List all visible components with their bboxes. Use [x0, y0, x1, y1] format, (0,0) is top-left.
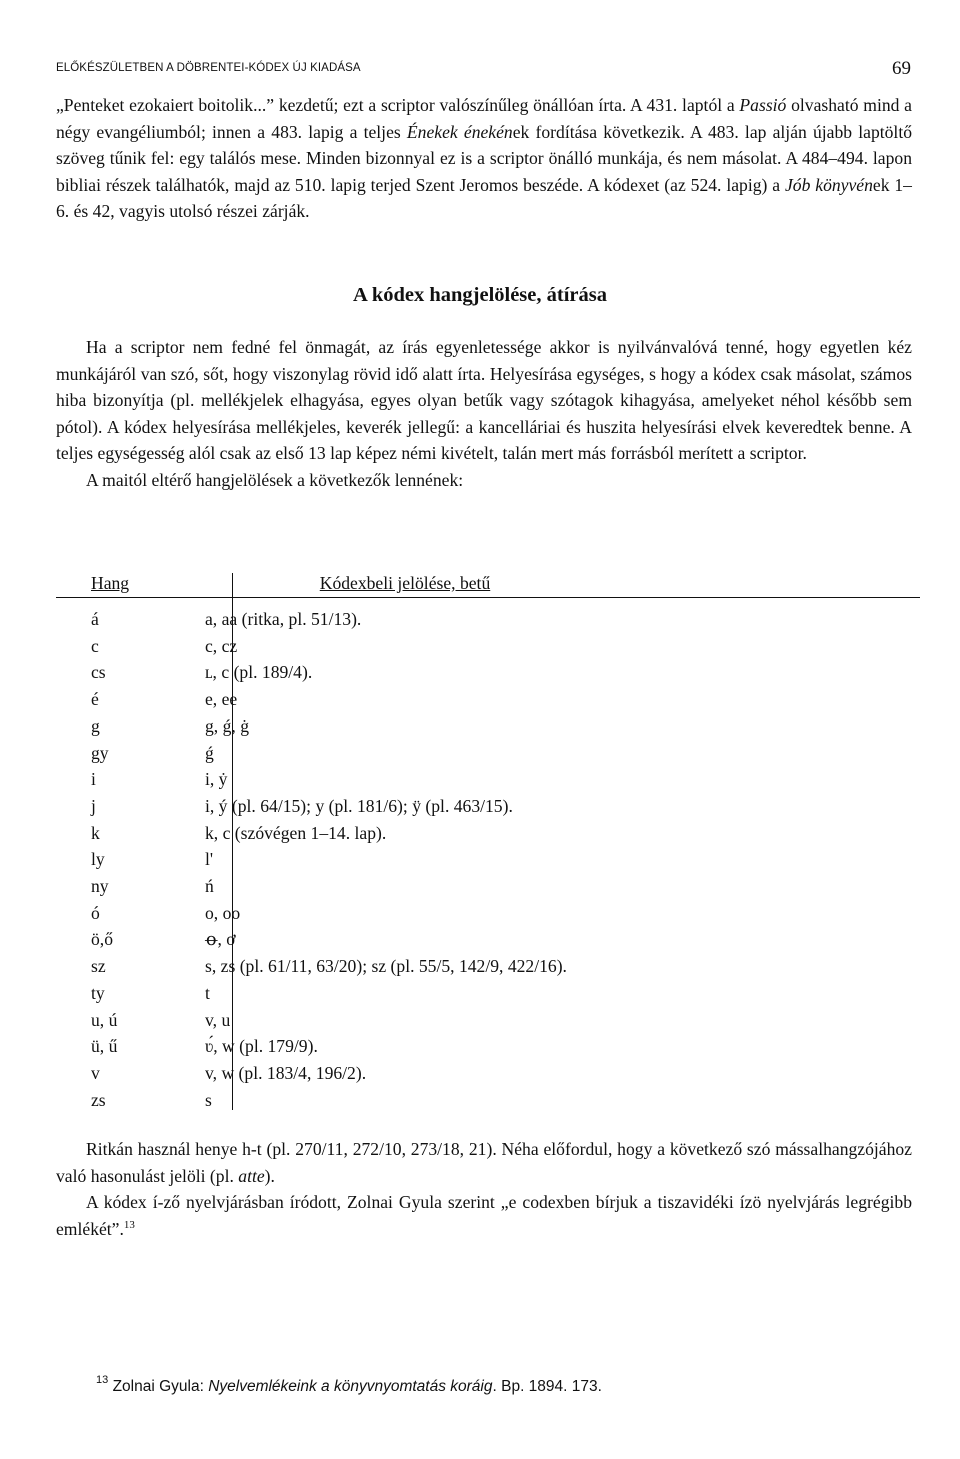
page-number: 69 [892, 58, 911, 79]
intro-italic-passio: Passió [739, 95, 787, 115]
jeloles-cell: v, w (pl. 183/4, 196/2). [205, 1062, 367, 1083]
hang-cell: v [91, 1062, 100, 1083]
footnote-text-1: Zolnai Gyula: [112, 1378, 209, 1395]
table-header-jeloles: Kódexbeli jelölése, betű [319, 573, 491, 593]
hang-cell: g [91, 715, 100, 736]
hang-cell: ó [91, 902, 100, 923]
table-row [56, 873, 920, 900]
p4-text-2: ). [264, 1165, 275, 1186]
table-row [56, 740, 920, 767]
jeloles-cell: i, ý (pl. 64/15); y (pl. 181/6); ÿ (pl. 463/15). [205, 795, 513, 816]
hang-cell: ty [91, 982, 105, 1003]
table-row [56, 766, 920, 793]
hang-cell: c [91, 635, 99, 656]
closing-section [56, 1136, 912, 1242]
intro-italic-job: Jób könyvén [784, 174, 873, 195]
jeloles-cell: g, ǵ, ġ [205, 715, 249, 736]
table-row [56, 686, 920, 713]
jeloles-cell: s [205, 1089, 212, 1110]
running-head-title: ELŐKÉSZÜLETBEN A DÖBRENTEI-KÓDEX ÚJ KIADÁSA [56, 62, 361, 74]
hang-cell: j [91, 795, 96, 816]
paragraph-4 [56, 1136, 912, 1189]
jeloles-cell: s, zs (pl. 61/11, 63/20); sz (pl. 55/5, 142/9, 422/16). [205, 956, 567, 977]
intro-text-4: ek 1–6. és 42, vagyis utolsó részei zárják. [56, 174, 912, 221]
hang-cell: i [91, 769, 96, 790]
footnote-ref: 13 [123, 1218, 135, 1231]
jeloles-cell: t [205, 982, 210, 1003]
hang-cell: zs [91, 1089, 106, 1110]
jeloles-cell: l' [205, 849, 214, 870]
table-row [56, 1033, 920, 1060]
intro-text-3: ek fordítása következik. A 483. lap alján újabb laptöltő szöveg tűnik fel: egy találós mese. Minden bizonnyal ez is a scriptor önálló munkája, és nem másolat. A 484–494. lapon bibliai részek találhatók, majd az 510. lapig terjed Szent Jeromos beszéde. A kódexet (az 524. lapig) a [56, 121, 912, 195]
jeloles-cell: ꝋ, ơ [205, 929, 236, 950]
table-row [56, 846, 920, 873]
jeloles-cell: e, ee [205, 689, 238, 710]
hang-cell: cs [91, 662, 106, 683]
jeloles-cell: ʟ, c (pl. 189/4). [205, 662, 313, 683]
table-row [56, 713, 920, 740]
intro-text-1: „Penteket ezokaiert boitolik...” kezdetű; ezt a scriptor valószínűleg önállóan írta. A 431. laptól a [56, 95, 740, 115]
table-row [56, 820, 920, 847]
hang-cell: ny [91, 876, 109, 896]
jeloles-cell: i, ẏ [205, 769, 228, 790]
table-row [56, 606, 920, 633]
footnote-text-2: . Bp. 1894. 173. [492, 1378, 602, 1395]
hang-cell: á [91, 609, 99, 629]
hang-cell: u, ú [91, 1009, 118, 1030]
table-row [56, 659, 920, 686]
table-row [56, 1007, 920, 1034]
footnote-number: 13 [96, 1374, 109, 1386]
p4-text-1: Ritkán használ henye h-t (pl. 270/11, 272/10, 273/18, 21). Néha előfordul, hogy a következő szó mássalhangzójához való hasonulást jelöli (pl. [56, 1139, 912, 1186]
jeloles-cell: o, oo [205, 902, 241, 923]
p5-text: A kódex í-ző nyelvjárásban íródott, Zolnai Gyula szerint „e codexben bírjuk a tiszavidéki ízö nyelvjárás legrégibb emlékét”. [56, 1192, 912, 1239]
section-heading: A kódex hangjelölése, átírása [353, 284, 607, 306]
table-row [56, 1087, 920, 1114]
intro-text-2: olvasható mind a négy evangéliumból; innen a 483. lapig a teljes [56, 95, 912, 142]
intro-italic-enekek: Énekek énekén [406, 121, 513, 142]
table-row [56, 793, 920, 820]
p4-italic: atte [238, 1165, 265, 1186]
table-row [56, 900, 920, 927]
hang-cell: ü, ű [91, 1036, 118, 1057]
table-header-hang: Hang [91, 573, 130, 593]
jeloles-cell: ǵ [205, 742, 214, 763]
paragraph-2: Ha a scriptor nem fedné fel önmagát, az írás egyenletessége akkor is nyilvánvalóvá tenné, hogy egyetlen kéz munkájáról van szó, sőt, hogy viszonylag rövid idő alatt írta. Helyesírása egységes, s hogy a kódex csak másolat, számos hiba bizonyítja (pl. mellékjelek elhagyása, egyes olyan betűk vagy szótagok kihagyása, amelyeket néhol később sem pótol). A kódex helyesírása mellékjeles, keverék jellegű: a kancelláriai és huszita helyesírási elvek keveredtek benne. A teljes egységesség alól csak az első 13 lap képez némi kivételt, talán mert más forrásból merített a scriptor. [56, 337, 912, 463]
table-row [56, 953, 920, 980]
section-body [56, 334, 912, 493]
hang-cell: ly [91, 849, 105, 870]
hang-cell: sz [91, 956, 106, 977]
intro-paragraph [56, 92, 912, 225]
table-row [56, 1060, 920, 1087]
jeloles-cell: a, aa (ritka, pl. 51/13). [205, 609, 362, 629]
jeloles-cell: v, u [205, 1009, 231, 1030]
hang-cell: é [91, 689, 99, 710]
hang-cell: ö,ő [91, 929, 113, 950]
hang-cell: k [91, 822, 100, 843]
jeloles-cell: ʋ́, w (pl. 179/9). [205, 1036, 318, 1057]
paragraph-3: A maitól eltérő hangjelölések a következők lennének: [86, 469, 464, 490]
footnote-italic: Nyelvemlékeink a könyvnyomtatás koráig [208, 1378, 493, 1395]
table-row [56, 633, 920, 660]
table-row [56, 926, 920, 953]
table-row [56, 980, 920, 1007]
table-rule [56, 597, 920, 598]
paragraph-5 [56, 1189, 912, 1242]
jeloles-cell: c, cz [205, 635, 238, 656]
running-head [56, 58, 911, 82]
hang-cell: gy [91, 742, 109, 763]
footnote [96, 1374, 602, 1396]
jeloles-cell: ń [205, 876, 214, 896]
jeloles-cell: k, c (szóvégen 1–14. lap). [205, 822, 387, 843]
